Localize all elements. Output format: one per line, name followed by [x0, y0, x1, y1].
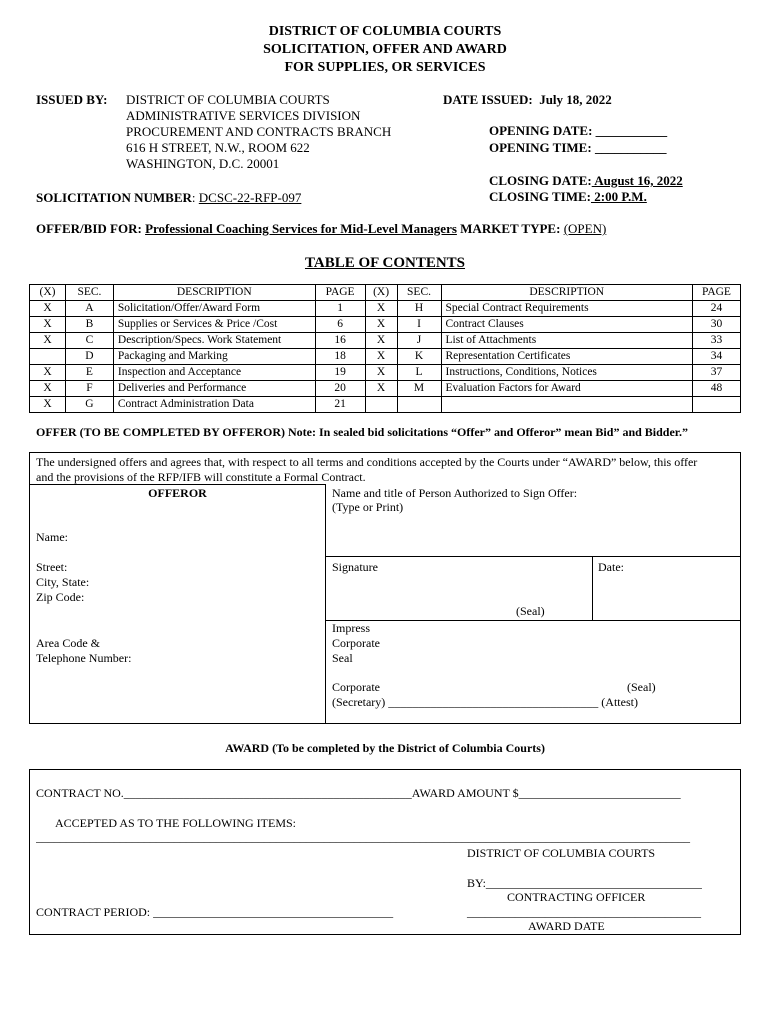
toc-cell-x: X	[365, 333, 397, 349]
toc-cell-page: 18	[315, 349, 365, 365]
offeror-street-label: Street:	[36, 560, 68, 574]
offer-bid-value: Professional Coaching Services for Mid-Level Managers	[145, 221, 457, 236]
toc-cell-x: X	[30, 397, 66, 413]
toc-cell-desc: Inspection and Acceptance	[113, 365, 315, 381]
toc-cell-x: X	[365, 381, 397, 397]
closing-date-label: CLOSING DATE:	[489, 173, 592, 188]
toc-cell-page: 21	[315, 397, 365, 413]
toc-cell-x: X	[30, 333, 66, 349]
toc-cell-x: X	[365, 365, 397, 381]
issued-by-line: PROCUREMENT AND CONTRACTS BRANCH	[126, 124, 392, 139]
table-row	[30, 301, 741, 317]
toc-cell-desc: Instructions, Conditions, Notices	[441, 365, 692, 381]
closing-time	[489, 189, 647, 205]
authorized-person-label: Name and title of Person Authorized to Sign Offer:	[332, 486, 578, 500]
toc-cell-sec: G	[65, 397, 113, 413]
opening-time-value: ___________	[594, 140, 667, 155]
market-type-value: (OPEN)	[563, 221, 607, 236]
toc-cell-sec: E	[65, 365, 113, 381]
divider	[325, 484, 326, 724]
issued-by-line: WASHINGTON, D.C. 20001	[126, 156, 280, 171]
signature-label: Signature	[332, 560, 378, 574]
authorized-person-sub: (Type or Print)	[332, 500, 404, 514]
toc-cell-sec: H	[397, 301, 441, 317]
award-date-label: AWARD DATE	[528, 919, 605, 933]
toc-cell-sec: I	[397, 317, 441, 333]
toc-cell-x: X	[30, 365, 66, 381]
toc-cell-x	[365, 397, 397, 413]
toc-cell-page: 33	[692, 333, 740, 349]
header-line-1: DISTRICT OF COLUMBIA COURTS	[268, 24, 502, 39]
divider	[325, 556, 741, 557]
offeror-name-label: Name:	[36, 530, 68, 544]
contract-period-line: CONTRACT PERIOD: ________________________________________	[36, 905, 394, 919]
toc-cell-sec: B	[65, 317, 113, 333]
offeror-zip-label: Zip Code:	[36, 590, 85, 604]
offer-intro-line-1: The undersigned offers and agrees that, with respect to all terms and conditions accepted by the Courts under “AWARD” below, this offer	[36, 455, 698, 469]
impress-line: Seal	[332, 651, 353, 665]
toc-cell-x	[30, 349, 66, 365]
table-row	[30, 317, 741, 333]
offeror-area-code-label: Area Code &	[36, 636, 100, 650]
solicitation-value: DCSC-22-RFP-097	[198, 190, 302, 205]
toc-cell-page: 37	[692, 365, 740, 381]
toc-cell-desc: Contract Administration Data	[113, 397, 315, 413]
table-row	[30, 333, 741, 349]
toc-cell-page: 24	[692, 301, 740, 317]
date-issued	[443, 92, 612, 108]
table-row	[30, 397, 741, 413]
impress-line: Corporate	[332, 636, 380, 650]
impress-line: Impress	[332, 621, 370, 635]
secretary-line: (Secretary) ___________________________________ (Attest)	[332, 695, 638, 709]
toc-cell-desc: Solicitation/Offer/Award Form	[113, 301, 315, 317]
closing-time-value: 2:00 P.M.	[590, 189, 647, 204]
toc-cell-desc	[441, 397, 692, 413]
toc-header-sec: SEC.	[397, 285, 441, 301]
toc-header-page: PAGE	[315, 285, 365, 301]
opening-time	[489, 140, 666, 156]
toc-cell-sec: C	[65, 333, 113, 349]
toc-cell-page: 6	[315, 317, 365, 333]
contracting-officer-label: CONTRACTING OFFICER	[507, 890, 646, 904]
accepted-items-label: ACCEPTED AS TO THE FOLLOWING ITEMS:	[55, 816, 297, 830]
corporate-seal: (Seal)	[627, 680, 656, 694]
market-type-label: MARKET TYPE:	[460, 221, 561, 236]
award-date-line: _______________________________________	[467, 905, 701, 919]
offeror-heading: OFFEROR	[148, 486, 207, 500]
date-label: Date:	[598, 560, 624, 574]
issued-by-line: ADMINISTRATIVE SERVICES DIVISION	[126, 108, 361, 123]
toc-header-x: (X)	[365, 285, 397, 301]
seal-label: (Seal)	[516, 604, 545, 618]
toc-cell-sec	[397, 397, 441, 413]
toc-header-row	[30, 285, 741, 301]
header-line-3: FOR SUPPLIES, OR SERVICES	[284, 60, 486, 75]
toc-header-desc: DESCRIPTION	[441, 285, 692, 301]
issued-by-line: 616 H STREET, N.W., ROOM 622	[126, 140, 310, 155]
award-heading: AWARD (To be completed by the District of Columbia Courts)	[225, 741, 545, 755]
toc-cell-sec: D	[65, 349, 113, 365]
toc-cell-desc: Special Contract Requirements	[441, 301, 692, 317]
toc-cell-desc: Evaluation Factors for Award	[441, 381, 692, 397]
offeror-city-label: City, State:	[36, 575, 90, 589]
award-dc-courts: DISTRICT OF COLUMBIA COURTS	[467, 846, 656, 860]
toc-cell-page: 30	[692, 317, 740, 333]
toc-table	[29, 284, 741, 413]
toc-cell-sec: L	[397, 365, 441, 381]
offeror-telephone-label: Telephone Number:	[36, 651, 132, 665]
toc-cell-x: X	[30, 301, 66, 317]
award-by-line: BY:____________________________________	[467, 876, 702, 890]
corporate-label: Corporate	[332, 680, 380, 694]
opening-date-value: ___________	[595, 123, 668, 138]
toc-cell-desc: Supplies or Services & Price /Cost	[113, 317, 315, 333]
toc-header-sec: SEC.	[65, 285, 113, 301]
toc-cell-sec: F	[65, 381, 113, 397]
solicitation-label: SOLICITATION NUMBER	[36, 190, 192, 205]
divider	[29, 484, 326, 485]
contract-no-line: CONTRACT NO.________________________________________________AWARD AMOUNT $___________________________	[36, 786, 681, 800]
issued-by-line: DISTRICT OF COLUMBIA COURTS	[126, 92, 330, 107]
toc-header-page: PAGE	[692, 285, 740, 301]
closing-date-value: August 16, 2022	[591, 173, 683, 188]
issued-by-label: ISSUED BY:	[36, 92, 108, 107]
toc-cell-page: 48	[692, 381, 740, 397]
toc-cell-desc: Packaging and Marking	[113, 349, 315, 365]
table-row	[30, 365, 741, 381]
toc-header-desc: DESCRIPTION	[113, 285, 315, 301]
offer-note: OFFER (TO BE COMPLETED BY OFFEROR) Note: In sealed bid solicitations “Offer” and Offeror” mean Bid” and Bidder.”	[36, 425, 689, 439]
divider	[592, 556, 593, 620]
toc-cell-sec: M	[397, 381, 441, 397]
toc-cell-sec: A	[65, 301, 113, 317]
toc-cell-x: X	[30, 381, 66, 397]
toc-cell-x: X	[30, 317, 66, 333]
toc-title: TABLE OF CONTENTS	[304, 255, 466, 271]
table-row	[30, 381, 741, 397]
toc-cell-page: 20	[315, 381, 365, 397]
accepted-items-line: _____________________________________________________________________________________________________________	[36, 830, 690, 844]
toc-cell-page: 1	[315, 301, 365, 317]
opening-date	[489, 123, 667, 139]
table-row	[30, 349, 741, 365]
toc-cell-desc: Contract Clauses	[441, 317, 692, 333]
header-line-2: SOLICITATION, OFFER AND AWARD	[263, 42, 507, 57]
opening-date-label: OPENING DATE:	[489, 123, 593, 138]
date-issued-value: July 18, 2022	[539, 92, 612, 107]
toc-cell-page: 16	[315, 333, 365, 349]
toc-cell-page: 34	[692, 349, 740, 365]
toc-cell-desc: List of Attachments	[441, 333, 692, 349]
offer-bid-label: OFFER/BID FOR:	[36, 221, 142, 236]
opening-time-label: OPENING TIME:	[489, 140, 592, 155]
toc-cell-desc: Representation Certificates	[441, 349, 692, 365]
solicitation-number: SOLICITATION NUMBER: DCSC-22-RFP-097	[36, 190, 302, 205]
closing-date	[489, 173, 683, 189]
toc-cell-sec: K	[397, 349, 441, 365]
toc-header-x: (X)	[30, 285, 66, 301]
toc-cell-page: 19	[315, 365, 365, 381]
toc-cell-x: X	[365, 317, 397, 333]
toc-cell-desc: Description/Specs. Work Statement	[113, 333, 315, 349]
closing-time-label: CLOSING TIME:	[489, 189, 591, 204]
offer-bid-line	[36, 221, 606, 237]
toc-cell-page	[692, 397, 740, 413]
toc-cell-sec: J	[397, 333, 441, 349]
offer-intro-line-2: and the provisions of the RFP/IFB will constitute a Formal Contract.	[36, 470, 366, 484]
toc-cell-desc: Deliveries and Performance	[113, 381, 315, 397]
toc-cell-x: X	[365, 301, 397, 317]
toc-cell-x: X	[365, 349, 397, 365]
date-issued-label: DATE ISSUED:	[443, 92, 533, 107]
divider	[325, 620, 741, 621]
